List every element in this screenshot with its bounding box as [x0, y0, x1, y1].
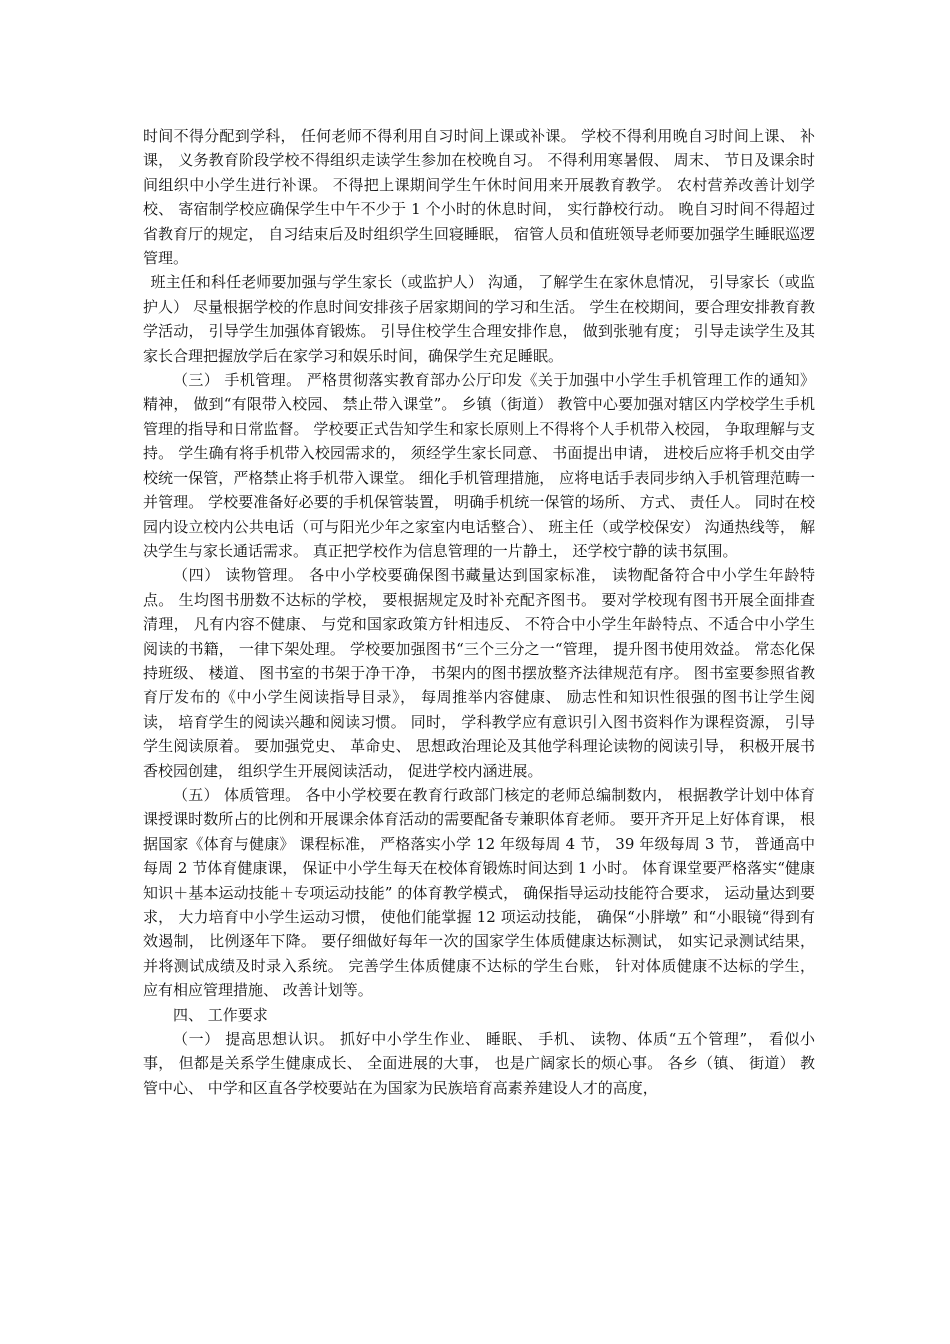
paragraph-parent-communication: 班主任和科任老师要加强与学生家长（或监护人） 沟通， 了解学生在家休息情况， 引导家长（或监护人） 尽量根据学校的作息时间安排孩子居家期间的学习和生活。 学生在校期间，要合理安排教育教学活动， 引导学生加强体育锻炼。 引导住校学生合理安排作息， 做到张驰有度； 引导走读学生及其家长合理把握放学后在家学习和娱乐时间，确保学生充足睡眠。 — [143, 273, 815, 365]
document-body — [143, 124, 815, 1100]
paragraph-reading-management: （四） 读物管理。 各中小学校要确保图书藏量达到国家标准， 读物配备符合中小学生年龄特点。 生均图书册数不达标的学校， 要根据规定及时补充配齐图书。 要对学校现有图书开展全面排查清理， 凡有内容不健康、 与党和国家政策方针相违反、 不符合中小学生年龄特点、不适合中小学生阅读的书籍， 一律下架处理。 学校要加强图书“三个三分之一“管理， 提升图书使用效益。 常态化保持班级、 楼道、 图书室的书架于净干净， 书架内的图书摆放整齐法律规范有序。 图书室要参照省教育厅发布的《中小学生阅读指导目录》， 每周推举内容健康、 励志性和知识性很强的图书让学生阅读， 培育学生的阅读兴趣和阅读习惯。 同时， 学科教学应有意识引入图书资料作为课程资源， 引导学生阅读原着。 要加强党史、 革命史、 思想政治理论及其他学科理论读物的阅读引导， 积极开展书香校园创建， 组织学生开展阅读活动， 促进学校内涵进展。 — [143, 566, 815, 780]
paragraph-raise-awareness: （一） 提高思想认识。 抓好中小学生作业、 睡眠、 手机、 读物、体质“五个管理”， 看似小事， 但都是关系学生健康成长、 全面进展的大事， 也是广阔家长的烦心事。 各乡（镇、 街道） 教管中心、 中学和区直各学校要站在为国家为民族培育高素养建设人才的高度， — [143, 1030, 815, 1097]
paragraph-phone-management: （三） 手机管理。 严格贯彻落实教育部办公厅印发《关于加强中小学生手机管理工作的通知》 精神， 做到“有限带入校园、 禁止带入课堂”。 乡镇（街道） 教管中心要加强对辖区内学校学生手机管理的指导和日常监督。 学校要正式告知学生和家长原则上不得将个人手机带入校园， 争取理解与支持。 学生确有将手机带入校园需求的， 须经学生家长同意、 书面提出申请， 进校后应将手机交由学校统一保管，严格禁止将手机带入课堂。 细化手机管理措施， 应将电话手表同步纳入手机管理范畴一并管理。 学校要准备好必要的手机保管装置， 明确手机统一保管的场所、 方式、 责任人。 同时在校园内设立校内公共电话（可与阳光少年之家室内电话整合）、 班主任（或学校保安） 沟通热线等， 解决学生与家长通话需求。 真正把学校作为信息管理的一片静土， 还学校宁静的读书氛围。 — [143, 371, 815, 560]
paragraph-sleep-management-continued: 时间不得分配到学科， 任何老师不得利用自习时间上课或补课。 学校不得利用晚自习时间上课、 补课， 义务教育阶段学校不得组织走读学生参加在校晚自习。 不得利用寒暑假、 周末、 节日及课余时间组织中小学生进行补课。 不得把上课期间学生午休时间用来开展教育教学。 农村营养改善计划学校、 寄宿制学校应确保学生中午不少于 1 个小时的休息时间， 实行静校行动。 晚自习时间不得超过省教育厅的规定， 自习结束后及时组织学生回寝睡眠， 宿管人员和值班领导老师要加强学生睡眠巡逻管理。 — [143, 127, 815, 268]
section-heading-work-requirements: 四、 工作要求 — [173, 1005, 268, 1024]
paragraph-physical-management: （五） 体质管理。 各中小学校要在教育行政部门核定的老师总编制数内， 根据教学计划中体育课授课时数所占的比例和开展课余体育活动的需要配备专兼职体育老师。 要开齐开足上好体育课， 根据国家《体育与健康》 课程标准， 严格落实小学 12 年级每周 4 节， 39 年级每周 3 节， 普通高中每周 2 节体育健康课， 保证中小学生每天在校体育锻炼时间达到 1 小时。 体育课堂要严格落实“健康知识＋基本运动技能＋专项运动技能” 的体育教学模式， 确保指导运动技能符合要求， 运动量达到要求， 大力培育中小学生运动习惯， 使他们能掌握 12 项运动技能， 确保“小胖墩” 和“小眼镜“得到有效遏制， 比例逐年下降。 要仔细做好每年一次的国家学生体质健康达标测试， 如实记录测试结果， 并将测试成绩及时录入系统。 完善学生体质健康不达标的学生台账， 针对体质健康不达标的学生， 应有相应管理措施、 改善计划等。 — [143, 785, 815, 1000]
